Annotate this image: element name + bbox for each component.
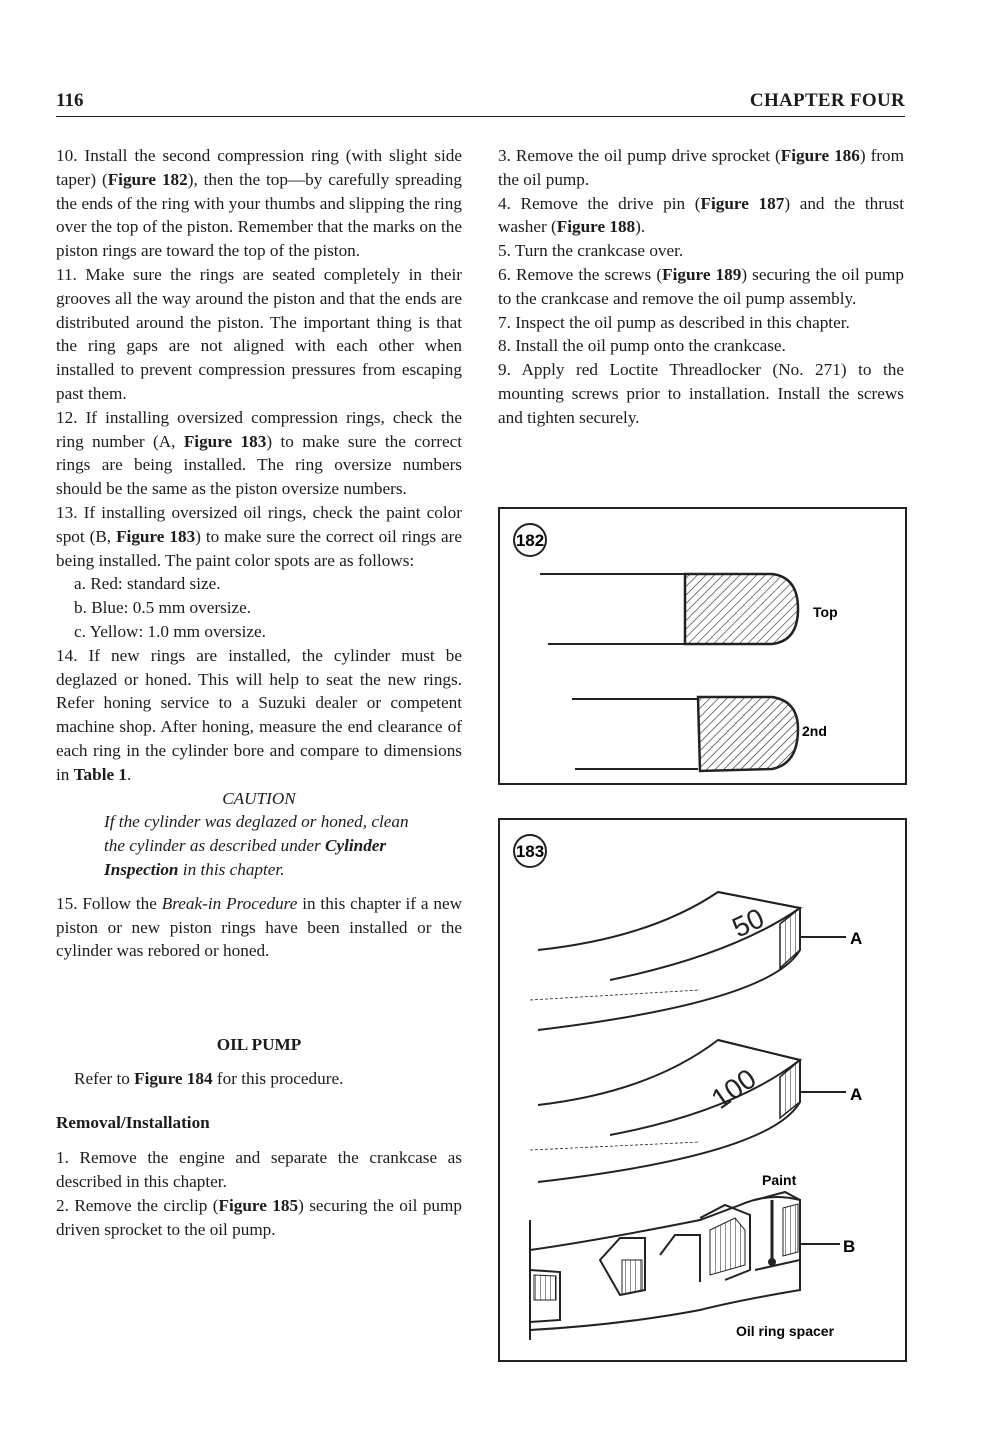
step-6: 6. Remove the screws (Figure 189) securing the oil pump to the crankcase and remove the oil pump assembly. <box>498 264 904 308</box>
figure-number: 183 <box>515 842 545 861</box>
step-14: 14. If new rings are installed, the cylinder must be deglazed or honed. This will help to seat the new rings. Refer honing service to a Suzuki dealer or competent machine shop. After honing, measure the end clearance of each ring in the cylinder bore and compare to dimensions in Table 1. <box>56 645 462 784</box>
step-1: 1. Remove the engine and separate the crankcase as described in this chapter. <box>56 1148 462 1192</box>
step-13: 13. If installing oversized oil rings, check the paint color spot (B, Figure 183) to make sure the correct oil rings are being installed. The paint color spots are as follows: <box>56 502 463 570</box>
step-5: 5. Turn the crankcase over. <box>498 241 684 261</box>
caution-text: If the cylinder was deglazed or honed, clean the cylinder as described under Cylinder Inspection in this chapter. <box>104 812 409 879</box>
ring-mark-50: 50 <box>727 902 769 944</box>
step-12: 12. If installing oversized compression rings, check the ring number (A, Figure 183) to make sure the correct rings are being installed. The ring oversize numbers should be the same as the piston oversize numbers. <box>56 407 463 499</box>
step-3: 3. Remove the oil pump drive sprocket (Figure 186) from the oil pump. <box>498 146 904 189</box>
figure-183 <box>498 818 907 1362</box>
step-11: 11. Make sure the rings are seated completely in their grooves all the way around the piston and that the ends are distributed around the piston. The important thing is that the ring gaps are not aligned with each other when installed to prevent compression pressures from escaping past them. <box>56 264 462 403</box>
figure-182 <box>498 507 907 785</box>
figure-number: 182 <box>515 531 545 550</box>
step-4: 4. Remove the drive pin (Figure 187) and the thrust washer (Figure 188). <box>498 193 904 237</box>
left-column <box>56 144 462 1242</box>
step-10: 10. Install the second compression ring (with slight side taper) (Figure 182), then the top—by carefully spreading the ends of the ring with your thumbs and slipping the ring over the top of the piston. Remember that the marks on the piston rings are toward the top of the piston. <box>56 146 462 261</box>
chapter-title: CHAPTER FOUR <box>749 90 905 111</box>
list-item-yellow: c. Yellow: 1.0 mm oversize. <box>74 621 266 641</box>
step-9: 9. Apply red Loctite Threadlocker (No. 271) to the mounting screws prior to installation. Install the screws and tighten securely. <box>498 360 904 427</box>
page-number: 116 <box>56 90 84 111</box>
caution-title: CAUTION <box>222 788 296 808</box>
label-a-2: A <box>850 1085 863 1104</box>
header-rule <box>56 116 905 117</box>
second-ring <box>572 697 798 771</box>
oil-ring-spacer <box>530 1192 840 1340</box>
label-top: Top <box>813 604 838 620</box>
step-8: 8. Install the oil pump onto the crankcase. <box>498 336 786 356</box>
list-item-blue: b. Blue: 0.5 mm oversize. <box>74 598 252 618</box>
removal-heading: Removal/Installation <box>56 1112 210 1132</box>
ring-mark-100: 100 <box>705 1062 762 1115</box>
label-2nd: 2nd <box>802 723 827 739</box>
oil-pump-heading: OIL PUMP <box>216 1035 302 1055</box>
refer-text: Refer to Figure 184 for this procedure. <box>74 1068 344 1088</box>
figure-182-drawing <box>500 509 905 783</box>
step-15: 15. Follow the Break-in Procedure in this chapter if a new piston or new piston rings have been installed or the cylinder was rebored or honed. <box>56 893 462 961</box>
list-item-red: a. Red: standard size. <box>74 574 221 594</box>
compression-ring-1 <box>530 892 846 1030</box>
label-oil-ring-spacer: Oil ring spacer <box>736 1323 835 1339</box>
top-ring <box>540 574 798 644</box>
step-7: 7. Inspect the oil pump as described in this chapter. <box>498 312 850 332</box>
step-2: 2. Remove the circlip (Figure 185) securing the oil pump driven sprocket to the oil pump. <box>56 1196 462 1239</box>
label-a-1: A <box>850 929 863 948</box>
right-column <box>498 144 904 430</box>
label-b: B <box>843 1237 856 1256</box>
compression-ring-2 <box>530 1040 846 1182</box>
figure-183-drawing <box>500 820 905 1360</box>
label-paint: Paint <box>762 1172 797 1188</box>
